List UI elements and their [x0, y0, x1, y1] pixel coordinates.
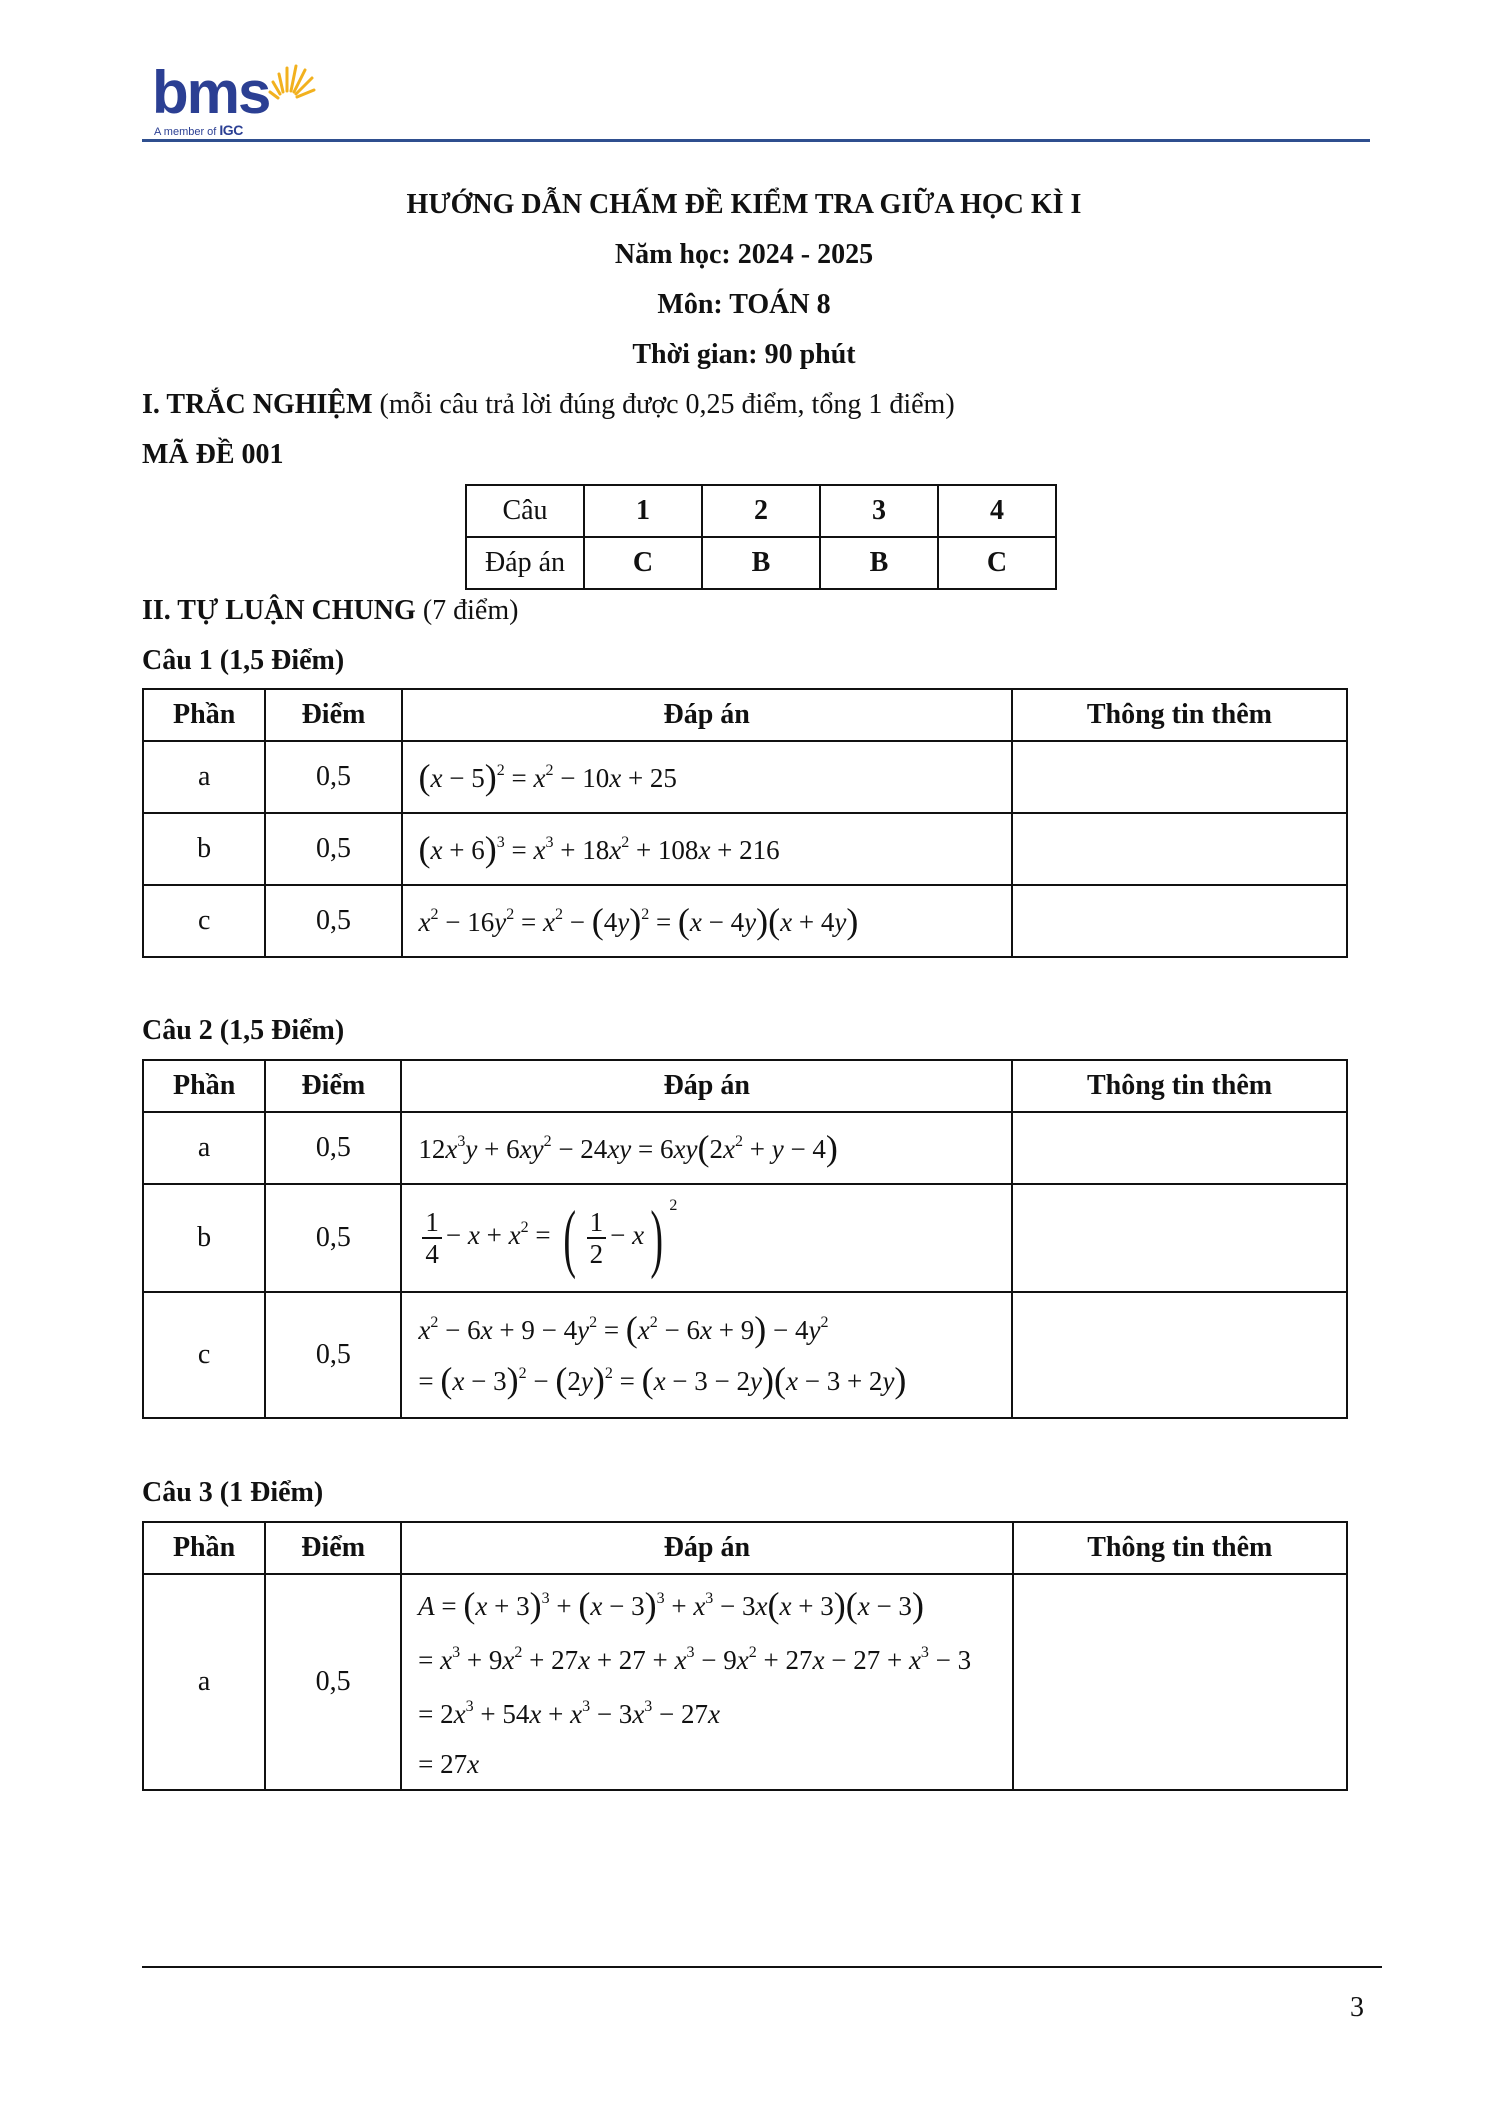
table-row: [143, 1112, 1347, 1184]
answer-key-row-label: Câu: [466, 485, 584, 537]
question-number: 4: [938, 485, 1056, 537]
table-header-row: [143, 1522, 1347, 1574]
footer-divider: [142, 1966, 1382, 1968]
header-score: Điểm: [265, 1522, 401, 1574]
info-cell: [1012, 1292, 1347, 1418]
answer-formula: $\frac{1}{4}$ − $x + x^2$ = ( $\frac{1}{2}$ − x) $^2$: [401, 1184, 1012, 1292]
page-number: 3: [1350, 1992, 1364, 2023]
main-title: HƯỚNG DẪN CHẤM ĐỀ KIỂM TRA GIỮA HỌC KÌ I: [406, 189, 1082, 220]
exam-code: MÃ ĐỀ 001: [142, 439, 284, 470]
info-cell: [1012, 885, 1347, 957]
section-2-note: (7 điểm): [415, 595, 519, 626]
answer-letter: B: [702, 537, 820, 589]
question-1-title: Câu 1 (1,5 Điểm): [142, 645, 345, 676]
question-number: 3: [820, 485, 938, 537]
table-row: [143, 1574, 1347, 1790]
answer-key-row-label: Đáp án: [466, 537, 584, 589]
score-cell: 0,5: [265, 741, 401, 813]
bms-logo: [152, 58, 312, 142]
answer-formula: $(x - 5)^2 = x^2 - 10x + 25$: [402, 741, 1012, 813]
table-row: [143, 741, 1347, 813]
logo-member-line: [154, 122, 243, 138]
info-cell: [1012, 1112, 1347, 1184]
school-year: Năm học: 2024 - 2025: [614, 239, 874, 270]
answer-formula: $x^2 - 6x + 9 - 4y^2 = (x^2 - 6x + 9) - 4y^2$ = $(x - 3)^2 - (2y)^2 = (x - 3 - 2y)(x - 3 + 2y)$: [401, 1292, 1012, 1418]
score-cell: 0,5: [265, 1574, 401, 1790]
header-answer: Đáp án: [401, 1522, 1012, 1574]
table-header-row: [143, 1060, 1347, 1112]
answer-formula: $12x^3y + 6xy^2 - 24xy = 6xy(2x^2 + y - 4)$: [401, 1112, 1012, 1184]
info-cell: [1012, 1184, 1347, 1292]
answer-letter: C: [938, 537, 1056, 589]
question-2-title: Câu 2 (1,5 Điểm): [142, 1015, 345, 1046]
part-cell: b: [143, 813, 265, 885]
info-cell: [1013, 1574, 1347, 1790]
logo-wordmark: bms: [152, 59, 270, 126]
part-cell: a: [143, 1112, 265, 1184]
header-answer: Đáp án: [401, 1060, 1012, 1112]
question-3-title: Câu 3 (1 Điểm): [142, 1477, 324, 1508]
info-cell: [1012, 741, 1347, 813]
table-header-row: [143, 689, 1347, 741]
score-cell: 0,5: [265, 1112, 401, 1184]
answer-key-table: [465, 484, 1057, 590]
table-row: [143, 885, 1347, 957]
header-score: Điểm: [265, 1060, 401, 1112]
question-3-table: [142, 1521, 1348, 1791]
question-number: 1: [584, 485, 702, 537]
question-1-table: [142, 688, 1348, 958]
header-info: Thông tin thêm: [1013, 1522, 1347, 1574]
header-info: Thông tin thêm: [1012, 689, 1347, 741]
header-info: Thông tin thêm: [1012, 1060, 1347, 1112]
score-cell: 0,5: [265, 885, 401, 957]
header-divider: [142, 139, 1370, 142]
question-2-table: [142, 1059, 1348, 1419]
part-cell: b: [143, 1184, 265, 1292]
table-row: [143, 813, 1347, 885]
part-cell: c: [143, 885, 265, 957]
score-cell: 0,5: [265, 1292, 401, 1418]
subject: Môn: TOÁN 8: [657, 289, 831, 320]
table-row: [143, 1292, 1347, 1418]
answer-key-answer-row: [466, 537, 1056, 589]
logo-member-org: IGC: [219, 122, 243, 138]
answer-formula: $x^2 - 16y^2 = x^2 - (4y)^2 = (x - 4y)(x + 4y)$: [402, 885, 1012, 957]
score-cell: 0,5: [265, 1184, 401, 1292]
answer-formula: $(x + 6)^3 = x^3 + 18x^2 + 108x + 216$: [402, 813, 1012, 885]
section-1-title: I. TRẮC NGHIỆM: [142, 389, 373, 420]
answer-letter: C: [584, 537, 702, 589]
sun-rays-icon: [268, 58, 316, 106]
table-row: [143, 1184, 1347, 1292]
logo-member-prefix: A member of: [154, 126, 217, 138]
info-cell: [1012, 813, 1347, 885]
answer-letter: B: [820, 537, 938, 589]
header-part: Phần: [143, 689, 265, 741]
section-1-note: (mỗi câu trả lời đúng được 0,25 điểm, tổng 1 điểm): [372, 389, 955, 420]
header-part: Phần: [143, 1060, 265, 1112]
score-cell: 0,5: [265, 813, 401, 885]
question-number: 2: [702, 485, 820, 537]
part-cell: a: [143, 1574, 265, 1790]
header-score: Điểm: [265, 689, 401, 741]
part-cell: c: [143, 1292, 265, 1418]
section-1-heading: [142, 388, 955, 422]
header-part: Phần: [143, 1522, 265, 1574]
answer-key-question-row: [466, 485, 1056, 537]
section-2-title: II. TỰ LUẬN CHUNG: [142, 595, 416, 626]
header-answer: Đáp án: [402, 689, 1012, 741]
answer-formula: $A = (x + 3)^3 + (x - 3)^3 + x^3 - 3x(x + 3)(x - 3)$ = $x^3 + 9x^2 + 27x + 27 + x^3 - 9x^2 + 27x - 27 + x^3 - 3$ = $2x^3 + 54x + x^3 - 3x^3 - 27x$ = 27x: [401, 1574, 1012, 1790]
section-2-heading: [142, 594, 518, 628]
part-cell: a: [143, 741, 265, 813]
exam-time: Thời gian: 90 phút: [632, 339, 856, 370]
